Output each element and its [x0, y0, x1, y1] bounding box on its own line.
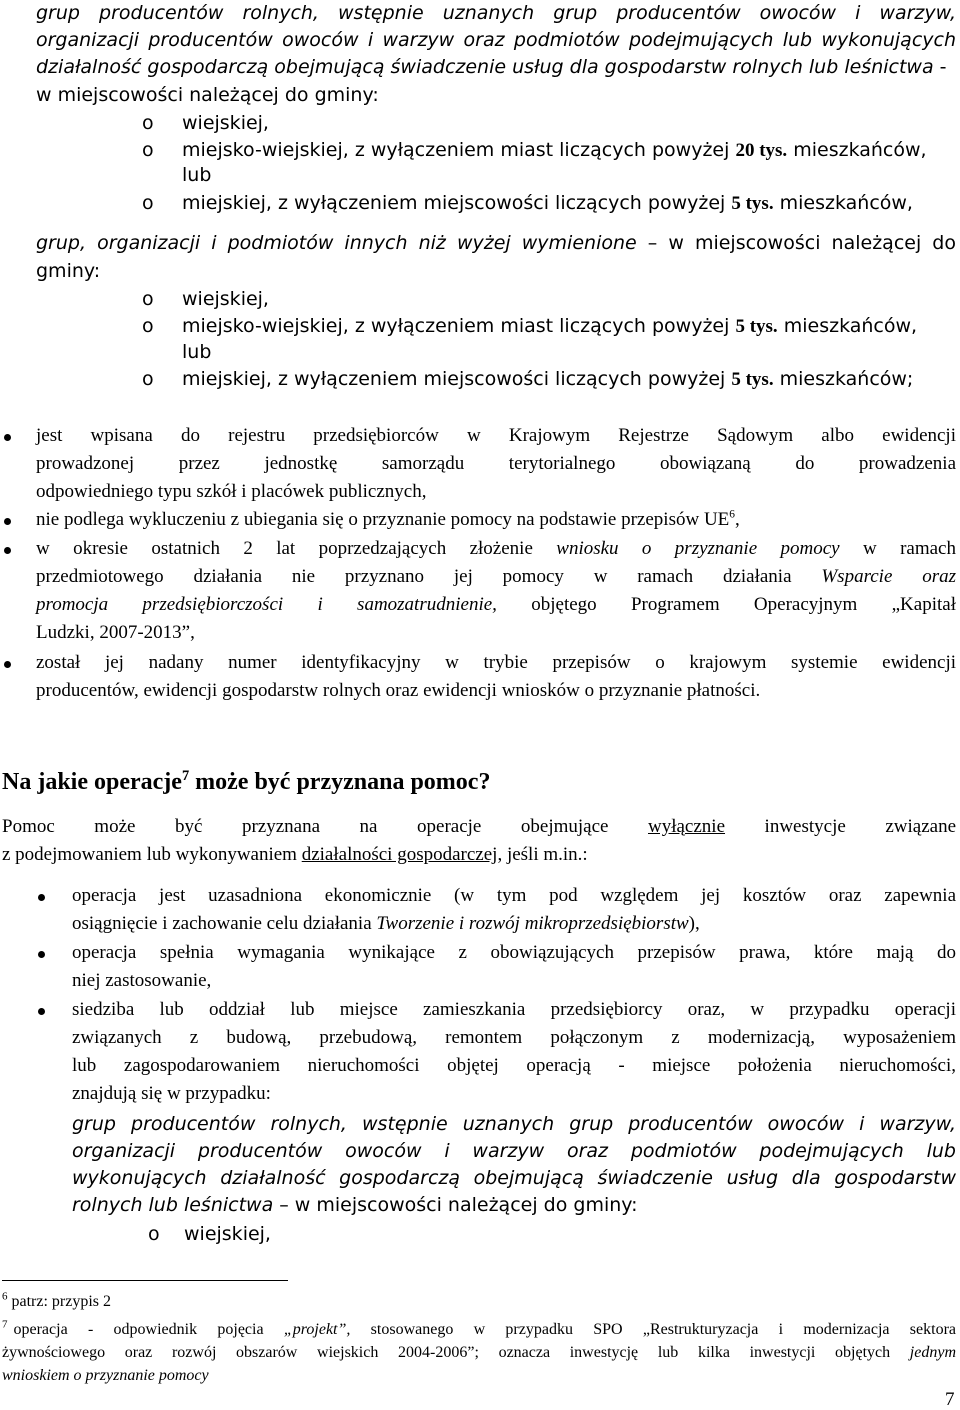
footnote-6: $^6$ patrz: przypis 2 — [2, 1290, 112, 1310]
bullet-3-line-3: promocja przedsiębiorczości i samozatrudnienie, objętego Programem Operacyjnym „Kapitał — [36, 594, 956, 615]
condition-3-line-4: znajdują się w przypadku: — [72, 1083, 271, 1104]
section-c-line-2: organizacji producentów owoców i warzyw oraz podmiotów podejmujących lub — [72, 1140, 956, 1162]
section-heading: Na jakie operacje$^7$ może być przyznana pomoc? — [2, 768, 491, 795]
section-c-marker-1: o — [148, 1223, 160, 1245]
bullet-4-line-2: producentów, ewidencji gospodarstw rolnych oraz ewidencji wniosków o przyznanie płatności. — [36, 680, 761, 701]
section-b-line-1: grup, organizacji i podmiotów innych niż wyżej wymienione – w miejscowości należącej do — [36, 232, 956, 254]
section-a-marker-2: o — [142, 139, 154, 161]
section-a-sub-3: miejskiej, z wyłączeniem miejscowości liczących powyżej 5 tys. mieszkańców, — [182, 192, 913, 214]
bullet-3-line-1: w okresie ostatnich 2 lat poprzedzających złożenie wniosku o przyznanie pomocy w ramach — [36, 538, 956, 559]
section-a-line-2: organizacji producentów owoców i warzyw oraz podmiotów podejmujących lub wykonujących — [36, 29, 956, 51]
bullet-dot — [38, 1008, 45, 1015]
section-a-line-4: w miejscowości należącej do gminy: — [36, 84, 379, 106]
bullet-dot — [38, 894, 45, 901]
section-a-line-3: działalność gospodarczą obejmującą świadczenie usług dla gospodarstw rolnych lub leśnictwa - — [36, 56, 947, 78]
bullet-dot — [4, 434, 11, 441]
bullet-dot — [4, 661, 11, 668]
section-b-marker-1: o — [142, 288, 154, 310]
section-b-sub-2-or: lub — [182, 341, 212, 363]
bullet-3-line-4: Ludzki, 2007-2013”, — [36, 622, 195, 643]
bullet-dot — [38, 951, 45, 958]
section-a-sub-2-or: lub — [182, 164, 212, 186]
bullet-1-line-1: jest wpisana do rejestru przedsiębiorców w Krajowym Rejestrze Sądowym albo ewidencji — [36, 425, 956, 446]
section-a-sub-2: miejsko-wiejskiej, z wyłączeniem miast liczących powyżej 20 tys. mieszkańców, — [182, 139, 927, 161]
bullet-4-line-1: został jej nadany numer identyfikacyjny w trybie przepisów o krajowym systemie ewidencji — [36, 652, 956, 673]
footnote-separator — [2, 1280, 288, 1281]
page-number: 7 — [945, 1389, 955, 1410]
condition-1-line-2: osiągnięcie i zachowanie celu działania Tworzenie i rozwój mikroprzedsiębiorstw), — [72, 913, 700, 934]
footnote-7-line-2: żywnościowego oraz rozwój obszarów wiejskich 2004-2006”; oznacza inwestycję lub kilka inwestycji objętych jednym — [2, 1344, 956, 1361]
footnote-7-line-3: wnioskiem o przyznanie pomocy — [2, 1367, 209, 1384]
section-a-marker-3: o — [142, 192, 154, 214]
footnote-7-line-1: $^7$ operacja - odpowiednik pojęcia „projekt”, stosowanego w przypadku SPO „Restrukturyzacja i modernizacja sektora — [2, 1318, 957, 1338]
section-b-marker-3: o — [142, 368, 154, 390]
section-c-line-3: wykonujących działalność gospodarczą obejmującą świadczenie usług dla gospodarstw — [72, 1167, 956, 1189]
intro-line-1: Pomoc może być przyznana na operacje obejmujące wyłącznie inwestycje związane — [2, 816, 956, 837]
bullet-1-line-3: odpowiedniego typu szkół i placówek publicznych, — [36, 481, 427, 502]
section-b-marker-2: o — [142, 315, 154, 337]
condition-3-line-3: lub zagospodarowaniem nieruchomości objętej operacją - miejsce położenia nieruchomości, — [72, 1055, 956, 1076]
condition-3-line-1: siedziba lub oddział lub miejsce zamieszkania przedsiębiorcy oraz, w przypadku operacji — [72, 999, 956, 1020]
condition-2-line-1: operacja spełnia wymagania wynikające z obowiązujących przepisów prawa, które mają do — [72, 942, 956, 963]
condition-1-line-1: operacja jest uzasadniona ekonomicznie (w tym pod względem jej kosztów oraz zapewnia — [72, 885, 956, 906]
bullet-3-line-2: przedmiotowego działania nie przyznano jej pomocy w ramach działania Wsparcie oraz — [36, 566, 957, 587]
intro-line-2: z podejmowaniem lub wykonywaniem działalności gospodarczej, jeśli m.in.: — [2, 844, 588, 865]
section-c-sub-1: wiejskiej, — [184, 1223, 271, 1245]
section-b-sub-2: miejsko-wiejskiej, z wyłączeniem miast liczących powyżej 5 tys. mieszkańców, — [182, 315, 918, 337]
section-a-sub-1: wiejskiej, — [182, 112, 269, 134]
condition-3-line-2: związanych z budową, przebudową, remontem połączonym z modernizacją, wyposażeniem — [72, 1027, 956, 1048]
section-b-line-2: gminy: — [36, 260, 101, 282]
bullet-2-line-1: nie podlega wykluczeniu z ubiegania się o przyznanie pomocy na podstawie przepisów $UE^6$, — [36, 508, 740, 530]
section-c-line-1: grup producentów rolnych, wstępnie uznanych grup producentów owoców i warzyw, — [72, 1113, 956, 1135]
section-a-marker-1: o — [142, 112, 154, 134]
section-b-sub-3: miejskiej, z wyłączeniem miejscowości liczących powyżej 5 tys. mieszkańców; — [182, 368, 914, 390]
bullet-1-line-2: prowadzonej przez jednostkę samorządu terytorialnego obowiązaną do prowadzenia — [36, 453, 956, 474]
section-a-line-1: grup producentów rolnych, wstępnie uznanych grup producentów owoców i warzyw, — [36, 2, 956, 24]
section-b-sub-1: wiejskiej, — [182, 288, 269, 310]
bullet-dot — [4, 547, 11, 554]
condition-2-line-2: niej zastosowanie, — [72, 970, 212, 991]
bullet-dot — [4, 518, 11, 525]
section-c-line-4: rolnych lub leśnictwa – w miejscowości należącej do gminy: — [72, 1194, 638, 1216]
